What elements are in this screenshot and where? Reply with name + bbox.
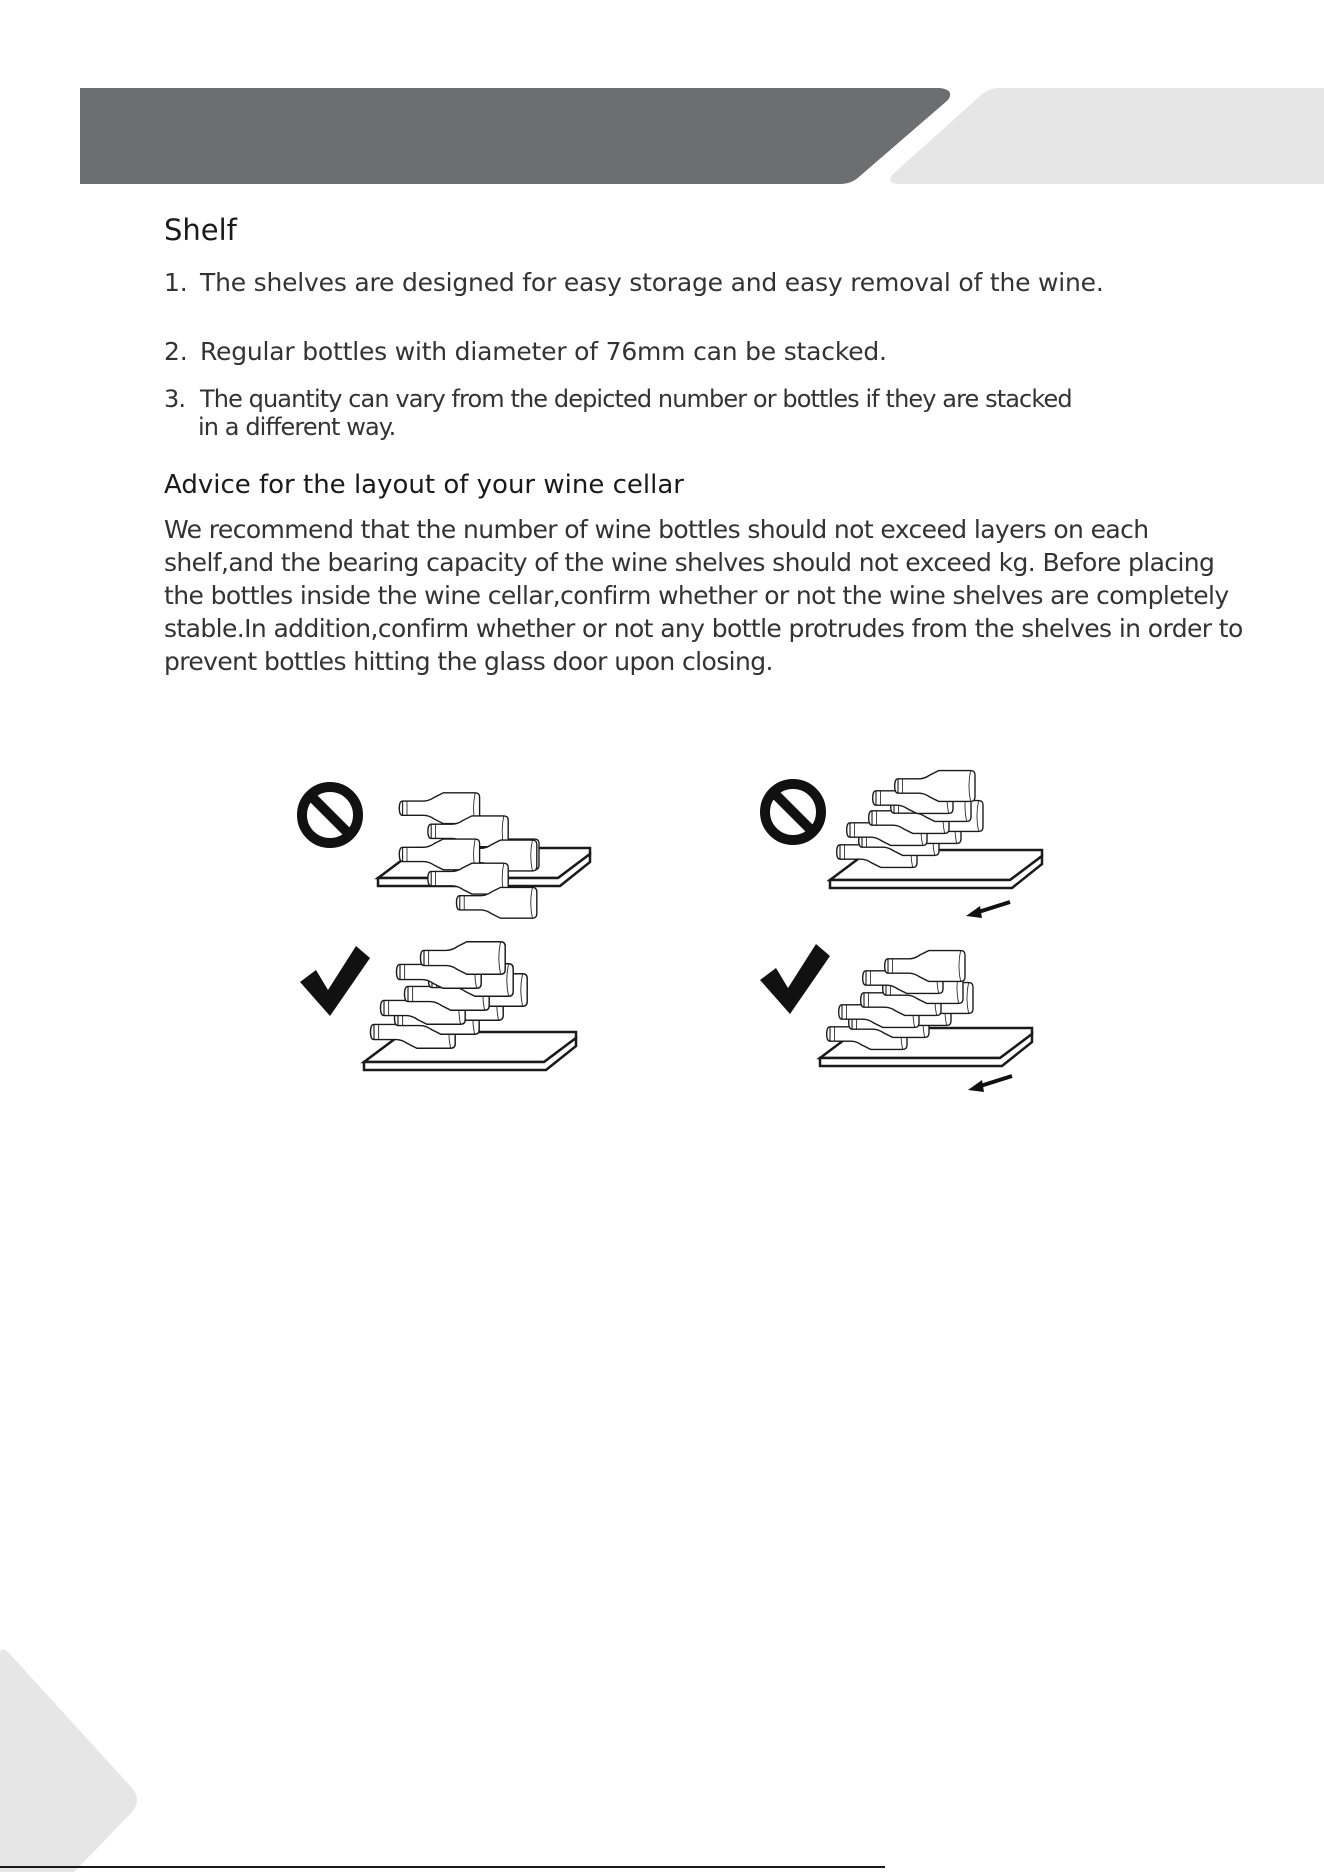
advice-line: prevent bottles hitting the glass door upon closing. xyxy=(164,647,773,676)
list-number: 3. xyxy=(164,385,186,413)
figure-correct xyxy=(300,942,576,1070)
advice-line: the bottles inside the wine cellar,confirm whether or not the wine shelves are completely xyxy=(164,581,1229,610)
list-item xyxy=(164,385,1072,413)
section-title: Shelf xyxy=(164,213,237,247)
pull-arrow-icon xyxy=(966,902,1010,918)
header-dark-band xyxy=(80,88,950,184)
stacking-illustrations xyxy=(0,740,1324,1110)
figure-correct-pulled-out xyxy=(760,944,1032,1092)
advice-line: shelf,and the bearing capacity of the wine shelves should not exceed kg. Before placing xyxy=(164,548,1215,577)
list-number: 1. xyxy=(164,268,188,297)
prohibited-icon xyxy=(302,787,358,843)
list-text: The shelves are designed for easy storage and easy removal of the wine. xyxy=(200,268,1104,297)
list-text: The quantity can vary from the depicted number or bottles if they are stacked xyxy=(200,385,1072,413)
corner-decoration xyxy=(0,1640,150,1872)
list-text: Regular bottles with diameter of 76mm can be stacked. xyxy=(200,337,887,366)
list-item xyxy=(164,268,1104,297)
prohibited-icon xyxy=(765,784,821,840)
footer-rule xyxy=(0,1866,885,1868)
advice-title: Advice for the layout of your wine cellar xyxy=(164,470,684,500)
figure-overstacked-pulled-out xyxy=(765,771,1042,918)
header-banner xyxy=(0,0,1324,200)
list-text-continuation: in a different way. xyxy=(198,413,396,441)
pull-arrow-icon xyxy=(968,1076,1012,1092)
advice-line: We recommend that the number of wine bottles should not exceed layers on each xyxy=(164,515,1149,544)
figure-overstacked xyxy=(302,787,590,918)
header-light-tab xyxy=(890,88,1324,184)
list-number: 2. xyxy=(164,337,188,366)
advice-line: stable.In addition,confirm whether or not any bottle protrudes from the shelves in order to xyxy=(164,614,1243,643)
checkmark-icon xyxy=(300,946,370,1016)
checkmark-icon xyxy=(760,944,830,1014)
list-item xyxy=(164,337,887,366)
